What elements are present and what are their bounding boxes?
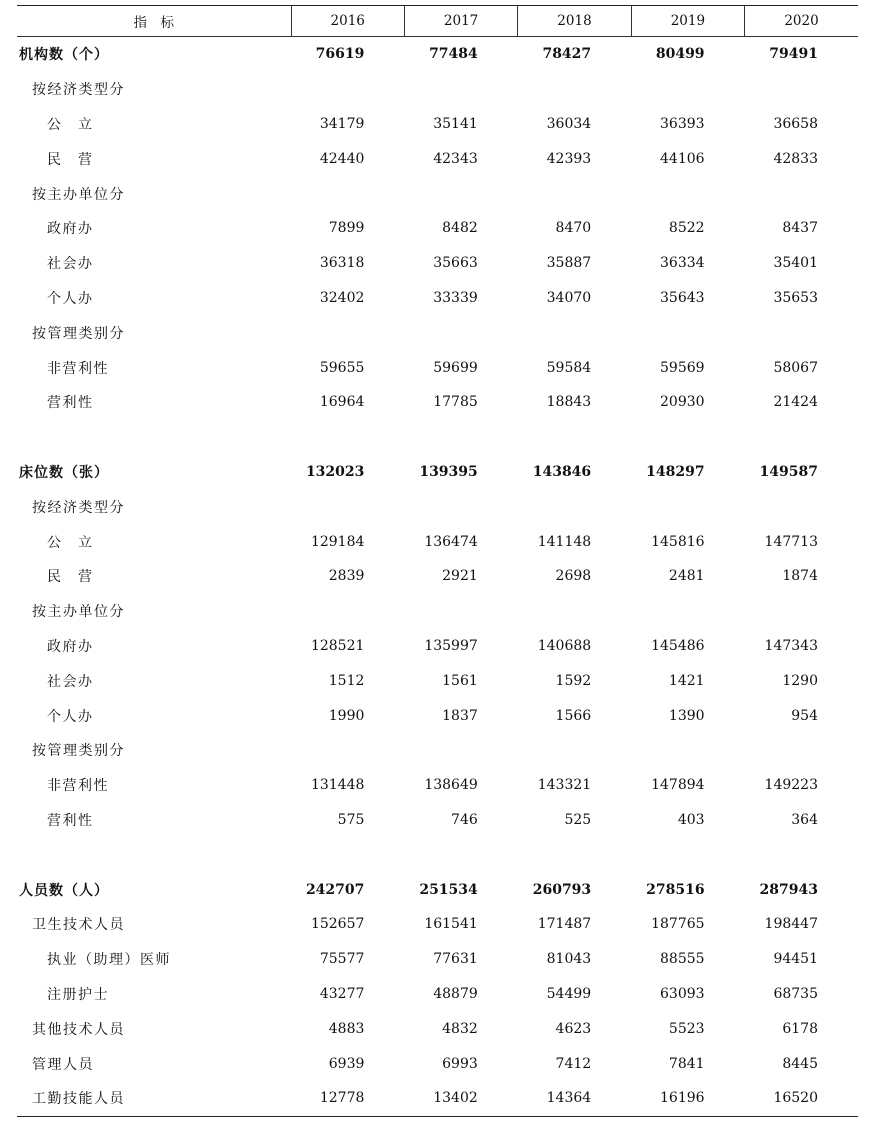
table-row bbox=[17, 907, 858, 942]
row-value: 35141 bbox=[433, 115, 478, 132]
spacer-row bbox=[17, 837, 858, 872]
row-label: 按经济类型分 bbox=[32, 82, 125, 99]
row-value: 88555 bbox=[660, 951, 705, 968]
row-value: 35401 bbox=[773, 255, 818, 272]
table-body bbox=[17, 37, 858, 1117]
row-value: 1566 bbox=[555, 707, 592, 724]
row-value: 77484 bbox=[429, 46, 478, 63]
row-value: 44106 bbox=[660, 150, 705, 167]
row-value: 1421 bbox=[668, 672, 705, 689]
row-label bbox=[17, 837, 291, 872]
row-value: 1874 bbox=[782, 568, 818, 585]
row-value: 18843 bbox=[546, 394, 592, 411]
row-value bbox=[518, 176, 631, 211]
row-value: 1990 bbox=[328, 707, 365, 724]
table-row bbox=[17, 1011, 858, 1046]
row-value bbox=[404, 315, 517, 350]
row-label: 注册护士 bbox=[47, 986, 109, 1003]
row-label: 营利性 bbox=[47, 395, 94, 412]
row-label: 非营利性 bbox=[47, 778, 109, 795]
row-label: 管理人员 bbox=[32, 1056, 94, 1073]
row-value: 48879 bbox=[433, 985, 478, 1002]
table-header-row bbox=[17, 6, 858, 37]
row-value bbox=[404, 176, 517, 211]
row-value: 143846 bbox=[532, 463, 592, 480]
row-value: 148297 bbox=[646, 463, 705, 480]
row-label: 社会办 bbox=[47, 256, 94, 273]
year-header: 2020 bbox=[745, 6, 858, 37]
row-value: 33339 bbox=[433, 289, 478, 306]
row-value: 59699 bbox=[433, 359, 478, 376]
row-value: 141148 bbox=[537, 533, 592, 550]
row-value bbox=[291, 72, 404, 107]
row-value: 403 bbox=[677, 811, 705, 828]
table-row bbox=[17, 524, 858, 559]
row-value: 145816 bbox=[651, 533, 705, 550]
row-value bbox=[291, 594, 404, 629]
row-value: 59655 bbox=[319, 359, 365, 376]
row-value: 42343 bbox=[433, 150, 478, 167]
row-value: 42393 bbox=[546, 150, 592, 167]
row-value: 143321 bbox=[537, 777, 592, 794]
row-value bbox=[291, 420, 404, 455]
row-value: 7899 bbox=[328, 220, 365, 237]
row-value: 145486 bbox=[651, 637, 705, 654]
row-value bbox=[631, 489, 744, 524]
row-value: 21424 bbox=[773, 394, 818, 411]
row-label: 营利性 bbox=[47, 812, 94, 829]
row-value: 16196 bbox=[631, 1081, 744, 1116]
row-label: 卫生技术人员 bbox=[32, 917, 125, 934]
row-value: 1561 bbox=[442, 672, 478, 689]
row-value: 4883 bbox=[328, 1020, 365, 1037]
row-value bbox=[518, 489, 631, 524]
row-value: 17785 bbox=[433, 394, 478, 411]
table-row bbox=[17, 698, 858, 733]
row-value: 32402 bbox=[319, 289, 365, 306]
row-value: 8470 bbox=[555, 220, 592, 237]
year-header: 2019 bbox=[631, 6, 744, 37]
row-value: 2481 bbox=[668, 568, 705, 585]
table-row bbox=[17, 37, 858, 72]
table-row bbox=[17, 176, 858, 211]
row-value: 59584 bbox=[546, 359, 592, 376]
row-value: 81043 bbox=[546, 951, 592, 968]
row-value bbox=[404, 733, 517, 768]
row-value: 36658 bbox=[773, 115, 818, 132]
table-row bbox=[17, 350, 858, 385]
row-value: 76619 bbox=[315, 46, 365, 63]
row-label: 按主办单位分 bbox=[32, 186, 125, 203]
row-value: 954 bbox=[791, 707, 818, 724]
row-value: 68735 bbox=[773, 985, 818, 1002]
row-value: 35887 bbox=[546, 255, 592, 272]
row-value: 35653 bbox=[773, 289, 818, 306]
row-value bbox=[291, 176, 404, 211]
row-value: 42440 bbox=[319, 150, 365, 167]
row-value: 1592 bbox=[555, 672, 592, 689]
row-label: 非营利性 bbox=[47, 360, 109, 377]
table-row bbox=[17, 733, 858, 768]
row-value: 242707 bbox=[305, 881, 365, 898]
row-value bbox=[518, 594, 631, 629]
row-value: 152657 bbox=[310, 916, 365, 933]
row-value bbox=[404, 594, 517, 629]
row-value: 136474 bbox=[424, 533, 478, 550]
row-value bbox=[631, 420, 744, 455]
row-value: 147343 bbox=[764, 637, 818, 654]
row-value: 8445 bbox=[782, 1055, 818, 1072]
row-value bbox=[745, 837, 858, 872]
row-value: 1837 bbox=[442, 707, 478, 724]
row-value: 1290 bbox=[782, 672, 818, 689]
row-label: 个人办 bbox=[47, 708, 94, 725]
row-value: 63093 bbox=[660, 985, 705, 1002]
table-row bbox=[17, 977, 858, 1012]
row-value: 16520 bbox=[745, 1081, 858, 1116]
row-value: 746 bbox=[451, 811, 478, 828]
row-value bbox=[631, 733, 744, 768]
row-value: 139395 bbox=[419, 463, 478, 480]
row-value: 94451 bbox=[773, 951, 818, 968]
row-value: 79491 bbox=[769, 46, 818, 63]
row-value: 4623 bbox=[555, 1020, 592, 1037]
row-value: 2839 bbox=[328, 568, 365, 585]
row-label: 床位数（张） bbox=[19, 464, 109, 481]
table-row bbox=[17, 803, 858, 838]
row-value: 36334 bbox=[660, 255, 705, 272]
row-value bbox=[745, 72, 858, 107]
table-row bbox=[17, 141, 858, 176]
row-value: 6178 bbox=[782, 1020, 818, 1037]
row-value: 8482 bbox=[442, 220, 478, 237]
table-row bbox=[17, 629, 858, 664]
row-label: 政府办 bbox=[47, 221, 94, 238]
table-row bbox=[17, 281, 858, 316]
row-value bbox=[404, 420, 517, 455]
table-row bbox=[17, 663, 858, 698]
row-value: 12778 bbox=[291, 1081, 404, 1116]
table-row bbox=[17, 72, 858, 107]
row-value: 287943 bbox=[759, 881, 818, 898]
row-value: 525 bbox=[564, 811, 592, 828]
row-label: 按主办单位分 bbox=[32, 604, 125, 621]
row-value: 54499 bbox=[546, 985, 592, 1002]
row-label: 其他技术人员 bbox=[32, 1021, 125, 1038]
row-value: 36393 bbox=[660, 115, 705, 132]
year-header: 2016 bbox=[291, 6, 404, 37]
year-header: 2017 bbox=[404, 6, 517, 37]
row-value: 149587 bbox=[759, 463, 818, 480]
year-header: 2018 bbox=[518, 6, 631, 37]
row-value: 198447 bbox=[764, 916, 818, 933]
row-label: 政府办 bbox=[47, 638, 94, 655]
row-value: 575 bbox=[337, 811, 365, 828]
row-value: 2698 bbox=[555, 568, 592, 585]
row-value bbox=[745, 594, 858, 629]
table-row bbox=[17, 246, 858, 281]
row-value: 58067 bbox=[773, 359, 818, 376]
row-value: 78427 bbox=[542, 46, 592, 63]
row-value: 5523 bbox=[668, 1020, 705, 1037]
row-value: 59569 bbox=[660, 359, 705, 376]
row-label: 公 立 bbox=[47, 116, 94, 133]
row-value bbox=[745, 315, 858, 350]
row-label: 民 营 bbox=[47, 151, 94, 168]
row-value: 132023 bbox=[305, 463, 365, 480]
table-row bbox=[17, 872, 858, 907]
row-label: 人员数（人） bbox=[19, 882, 109, 899]
table-row bbox=[17, 1081, 858, 1116]
row-value: 135997 bbox=[424, 637, 478, 654]
row-value: 1390 bbox=[668, 707, 705, 724]
row-value: 251534 bbox=[419, 881, 478, 898]
table-row bbox=[17, 385, 858, 420]
row-value: 260793 bbox=[532, 881, 592, 898]
row-value bbox=[518, 420, 631, 455]
row-label: 按管理类别分 bbox=[32, 743, 125, 760]
row-value bbox=[291, 489, 404, 524]
row-value: 36034 bbox=[546, 115, 592, 132]
table-row bbox=[17, 768, 858, 803]
row-label: 民 营 bbox=[47, 569, 94, 586]
row-value bbox=[631, 176, 744, 211]
row-value: 34179 bbox=[319, 115, 365, 132]
row-value: 75577 bbox=[319, 951, 365, 968]
row-label: 工勤技能人员 bbox=[17, 1081, 291, 1116]
row-value: 36318 bbox=[319, 255, 365, 272]
row-value: 140688 bbox=[537, 637, 592, 654]
row-label: 按管理类别分 bbox=[32, 325, 125, 342]
row-value: 14364 bbox=[518, 1081, 631, 1116]
table-row bbox=[17, 107, 858, 142]
row-value: 161541 bbox=[424, 916, 478, 933]
row-value: 131448 bbox=[310, 777, 365, 794]
row-value bbox=[518, 837, 631, 872]
row-value: 1512 bbox=[328, 672, 365, 689]
row-label: 公 立 bbox=[47, 534, 94, 551]
row-value: 4832 bbox=[442, 1020, 478, 1037]
row-value: 7841 bbox=[668, 1055, 705, 1072]
table-row bbox=[17, 211, 858, 246]
row-value bbox=[631, 594, 744, 629]
health-statistics-table bbox=[17, 5, 858, 1117]
row-value bbox=[631, 837, 744, 872]
table-row bbox=[17, 942, 858, 977]
row-value: 35643 bbox=[660, 289, 705, 306]
row-value bbox=[745, 489, 858, 524]
table-row bbox=[17, 455, 858, 490]
row-value: 43277 bbox=[319, 985, 365, 1002]
row-value: 8522 bbox=[668, 220, 705, 237]
spacer-row bbox=[17, 420, 858, 455]
row-value: 364 bbox=[791, 811, 818, 828]
row-value bbox=[745, 733, 858, 768]
row-label: 社会办 bbox=[47, 673, 94, 690]
row-value bbox=[404, 489, 517, 524]
row-value bbox=[745, 176, 858, 211]
row-value: 147894 bbox=[651, 777, 705, 794]
row-value: 20930 bbox=[660, 394, 705, 411]
row-value: 171487 bbox=[537, 916, 592, 933]
row-value: 80499 bbox=[655, 46, 705, 63]
row-value bbox=[518, 72, 631, 107]
row-value: 278516 bbox=[646, 881, 705, 898]
row-value: 34070 bbox=[546, 289, 592, 306]
indicator-header: 指 标 bbox=[17, 6, 291, 37]
row-value: 149223 bbox=[764, 777, 818, 794]
row-value: 6939 bbox=[328, 1055, 365, 1072]
row-label: 个人办 bbox=[47, 290, 94, 307]
row-value: 138649 bbox=[424, 777, 478, 794]
row-value bbox=[745, 420, 858, 455]
row-label: 按经济类型分 bbox=[32, 499, 125, 516]
table-row bbox=[17, 594, 858, 629]
row-value: 2921 bbox=[442, 568, 478, 585]
table-row bbox=[17, 559, 858, 594]
row-value bbox=[518, 315, 631, 350]
row-value: 129184 bbox=[310, 533, 365, 550]
row-value bbox=[631, 315, 744, 350]
table-row bbox=[17, 489, 858, 524]
row-value bbox=[291, 733, 404, 768]
row-value: 8437 bbox=[782, 220, 818, 237]
row-value bbox=[291, 837, 404, 872]
row-value bbox=[518, 733, 631, 768]
row-value: 6993 bbox=[442, 1055, 478, 1072]
row-value bbox=[404, 72, 517, 107]
table-row bbox=[17, 1046, 858, 1081]
row-value: 16964 bbox=[319, 394, 365, 411]
row-value: 187765 bbox=[651, 916, 705, 933]
row-value: 35663 bbox=[433, 255, 478, 272]
row-label bbox=[17, 420, 291, 455]
row-value bbox=[631, 72, 744, 107]
row-value: 13402 bbox=[404, 1081, 517, 1116]
row-value: 147713 bbox=[764, 533, 818, 550]
row-value: 7412 bbox=[555, 1055, 592, 1072]
row-value bbox=[404, 837, 517, 872]
table-row bbox=[17, 315, 858, 350]
row-label: 执业（助理）医师 bbox=[47, 952, 171, 969]
row-label: 机构数（个） bbox=[19, 47, 109, 64]
row-value: 128521 bbox=[310, 637, 365, 654]
row-value: 77631 bbox=[433, 951, 478, 968]
row-value bbox=[291, 315, 404, 350]
row-value: 42833 bbox=[773, 150, 818, 167]
